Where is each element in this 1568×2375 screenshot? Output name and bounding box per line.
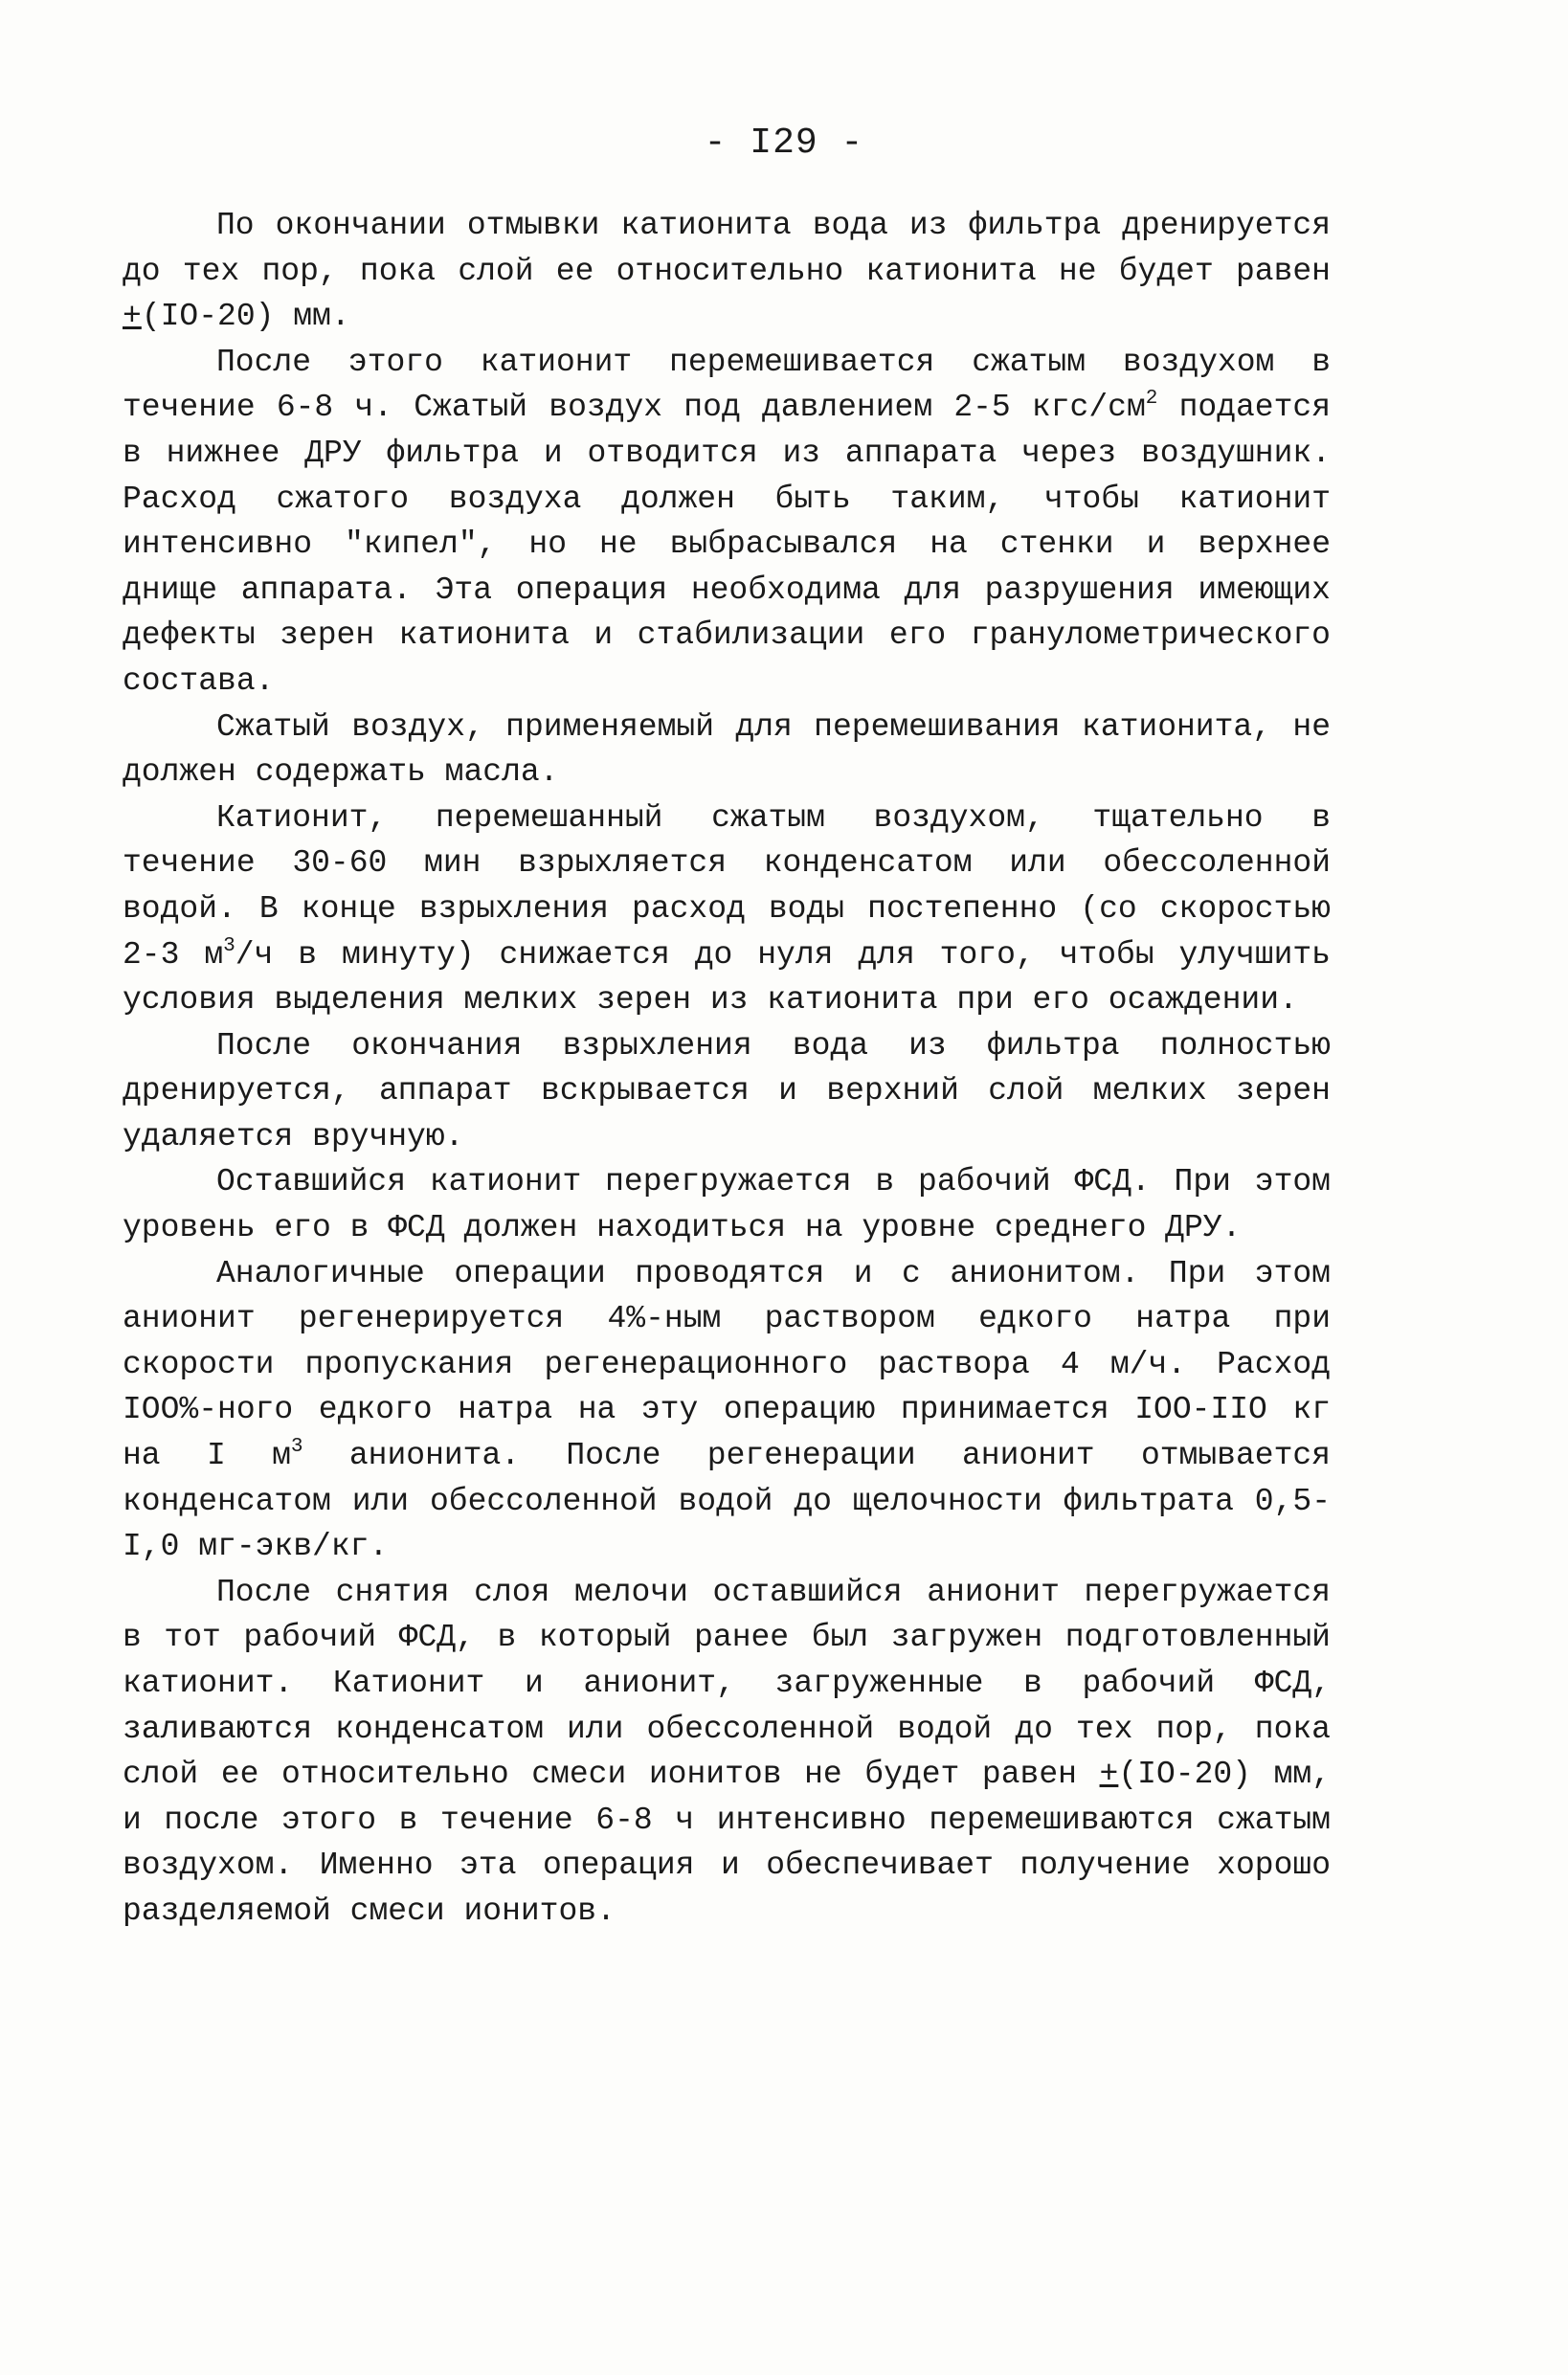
body-text [123, 203, 1331, 1935]
plus-minus-sign: + [123, 299, 142, 335]
text-run: Катионит, перемешанный сжатым воздухом, тщательно в течение 30-60 мин взрыхляется конденсатом или обессоленной водой. В конце взрыхления расход воды постепенно (со скоростью 2-3 м [123, 799, 1331, 973]
text-run: Аналогичные операции проводятся и с анионитом. При этом анионит регенерируется 4%-ным раствором едкого натра при скорости пропускания регенерационного раствора 4 м/ч. Расход IOO%-ного едкого натра на эту операцию принимается IOO-IIO кг на I м [123, 1255, 1331, 1474]
paragraph [123, 705, 1331, 795]
paragraph [123, 1251, 1331, 1570]
superscript: 2 [1145, 388, 1158, 411]
text-run: По окончании отмывки катионита вода из фильтра дренируется до тех пор, пока слой ее относительно катионита не будет равен [123, 208, 1331, 289]
page-number: - I29 - [704, 123, 864, 164]
paragraph [123, 340, 1331, 705]
text-run: Оставшийся катионит перегружается в рабочий ФСД. При этом уровень его в ФСД должен находиться на уровне среднего ДРУ. [123, 1164, 1331, 1246]
text-run: подается в нижнее ДРУ фильтра и отводится из аппарата через воздушник. Расход сжатого воздуха должен быть таким, чтобы катионит интенсивно "кипел", но не выбрасывался на стенки и верхнее днище аппарата. Эта операция необходима для разрушения имеющих дефекты зерен катионита и стабилизации его гранулометрического состава. [123, 390, 1332, 699]
text-run: Сжатый воздух, применяемый для перемешивания катионита, не должен содержать масла. [123, 708, 1331, 791]
text-run: После снятия слоя мелочи оставшийся анионит перегружается в тот рабочий ФСД, в который ранее был загружен подготовленный катионит. Катионит и анионит, загруженные в рабочий ФСД, заливаются конденсатом или обессоленной водой до тех пор, пока слой ее относительно смеси ионитов не будет равен [123, 1574, 1331, 1793]
text-run: После окончания взрыхления вода из фильтра полностью дренируется, аппарат вскрывается и верхний слой мелких зерен удаляется вручную. [123, 1027, 1331, 1154]
text-run: /ч в минуту) снижается до нуля для того, чтобы улучшить условия выделения мелких зерен из катионита при его осаждении. [123, 936, 1331, 1019]
text-run: (IO-20) мм, и после этого в течение 6-8 ч интенсивно перемешиваются сжатым воздухом. Именно эта операция и обеспечивает получение хорошо разделяемой смеси ионитов. [123, 1757, 1331, 1929]
text-run: (IO-20) мм. [141, 299, 350, 335]
text-run: анионита. После регенерации анионит отмывается конденсатом или обессоленной водой до щелочности фильтрата 0,5-I,0 мг-экв/кг. [123, 1438, 1331, 1565]
superscript: 3 [290, 1436, 303, 1459]
paragraph [123, 795, 1331, 1023]
paragraph [123, 1570, 1331, 1935]
superscript: 3 [223, 934, 235, 957]
paragraph [123, 203, 1331, 340]
text-run: После этого катионит перемешивается сжатым воздухом в течение 6-8 ч. Сжатый воздух под давлением 2-5 кгс/см [123, 344, 1331, 426]
paragraph [123, 1159, 1331, 1250]
paragraph [123, 1023, 1331, 1160]
plus-minus-sign: + [1099, 1757, 1119, 1793]
